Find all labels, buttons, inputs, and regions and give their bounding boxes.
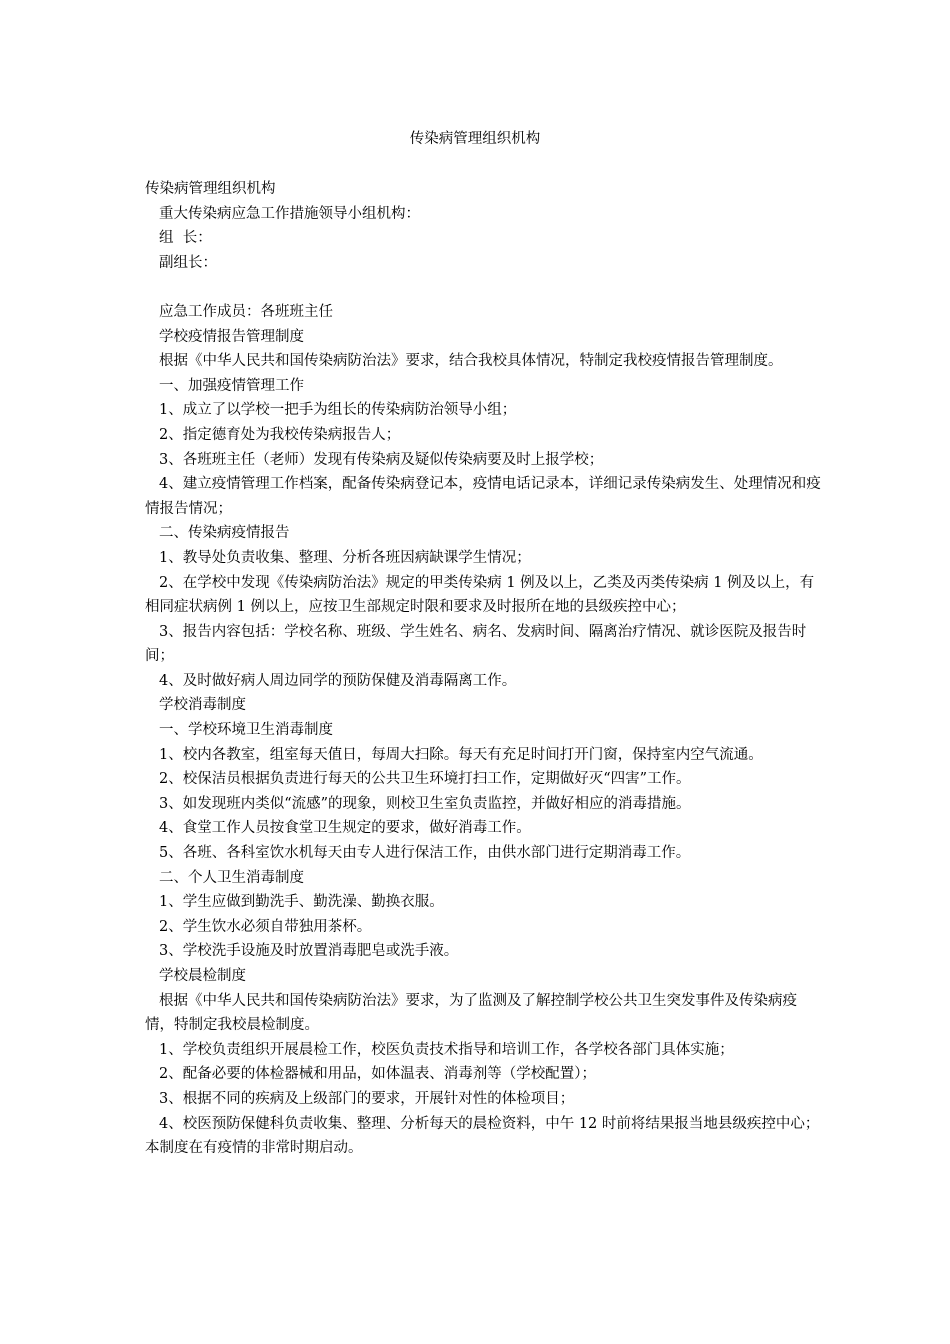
paragraph: 二、个人卫生消毒制度	[159, 869, 304, 886]
paragraph: 1、学校负责组织开展晨检工作，校医负责技术指导和培训工作，各学校各部门具体实施；	[159, 1041, 734, 1058]
paragraph: 2、指定德育处为我校传染病报告人；	[159, 426, 401, 443]
paragraph: 根据《中华人民共和国传染病防治法》要求，结合我校具体情况，特制定我校疫情报告管理制度。	[159, 353, 783, 370]
document-body	[145, 177, 825, 1161]
paragraph: 2、校保洁员根据负责进行每天的公共卫生环境打扫工作，定期做好灭“四害”工作。	[159, 771, 691, 788]
paragraph: 4、食堂工作人员按食堂卫生规定的要求，做好消毒工作。	[159, 820, 531, 837]
paragraph: 1、学生应做到勤洗手、勤洗澡、勤换衣服。	[159, 894, 444, 911]
paragraph: 2、在学校中发现《传染病防治法》规定的甲类传染病 1 例及以上，乙类及丙类传染病 1 例及以上，有相同症状病例 1 例以上，应按卫生部规定时限和要求及时报所在地的县级疾控中心；	[145, 574, 815, 616]
paragraph: 应急工作成员：各班班主任	[159, 303, 333, 320]
paragraph: 学校晨检制度	[159, 968, 246, 984]
paragraph: 2、配备必要的体检器械和用品，如体温表、消毒剂等（学校配置）；	[159, 1066, 596, 1083]
paragraph: 一、学校环境卫生消毒制度	[159, 722, 333, 739]
paragraph: 4、及时做好病人周边同学的预防保健及消毒隔离工作。	[159, 672, 517, 689]
paragraph: 重大传染病应急工作措施领导小组机构：	[159, 205, 420, 222]
blank-line	[145, 275, 825, 300]
paragraph: 组 长：	[159, 230, 212, 247]
paragraph: 学校疫情报告管理制度	[159, 328, 304, 345]
paragraph: 二、传染病疫情报告	[159, 525, 290, 542]
paragraph: 3、各班班主任（老师）发现有传染病及疑似传染病要及时上报学校；	[159, 451, 604, 468]
paragraph: 4、校医预防保健科负责收集、整理、分析每天的晨检资料，中午 12 时前将结果报当地县级疾控中心；本制度在有疫情的非常时期启动。	[145, 1115, 820, 1157]
paragraph: 1、成立了以学校一把手为组长的传染病防治领导小组；	[159, 402, 517, 419]
paragraph: 3、根据不同的疾病及上级部门的要求，开展针对性的体检项目；	[159, 1090, 575, 1107]
paragraph: 根据《中华人民共和国传染病防治法》要求，为了监测及了解控制学校公共卫生突发事件及传染病疫情，特制定我校晨检制度。	[145, 992, 797, 1034]
paragraph: 1、校内各教室，组室每天值日，每周大扫除。每天有充足时间打开门窗，保持室内空气流通。	[159, 746, 763, 763]
paragraph: 副组长：	[159, 254, 217, 271]
paragraph: 学校消毒制度	[159, 697, 246, 714]
paragraph: 4、建立疫情管理工作档案，配备传染病登记本，疫情电话记录本，详细记录传染病发生、处理情况和疫情报告情况；	[145, 476, 821, 517]
paragraph: 一、加强疫情管理工作	[159, 377, 304, 394]
paragraph: 1、教导处负责收集、整理、分析各班因病缺课学生情况；	[159, 549, 531, 566]
paragraph: 3、学校洗手设施及时放置消毒肥皂或洗手液。	[159, 943, 459, 960]
paragraph: 2、学生饮水必须自带独用茶杯。	[159, 918, 372, 935]
document-title: 传染病管理组织机构	[409, 131, 541, 147]
paragraph: 5、各班、各科室饮水机每天由专人进行保洁工作，由供水部门进行定期消毒工作。	[159, 845, 691, 862]
paragraph: 3、如发现班内类似“流感”的现象，则校卫生室负责监控，并做好相应的消毒措施。	[159, 795, 691, 812]
paragraph: 3、报告内容包括：学校名称、班级、学生姓名、病名、发病时间、隔离治疗情况、就诊医院及报告时间；	[145, 623, 807, 665]
paragraph: 传染病管理组织机构	[145, 181, 276, 197]
